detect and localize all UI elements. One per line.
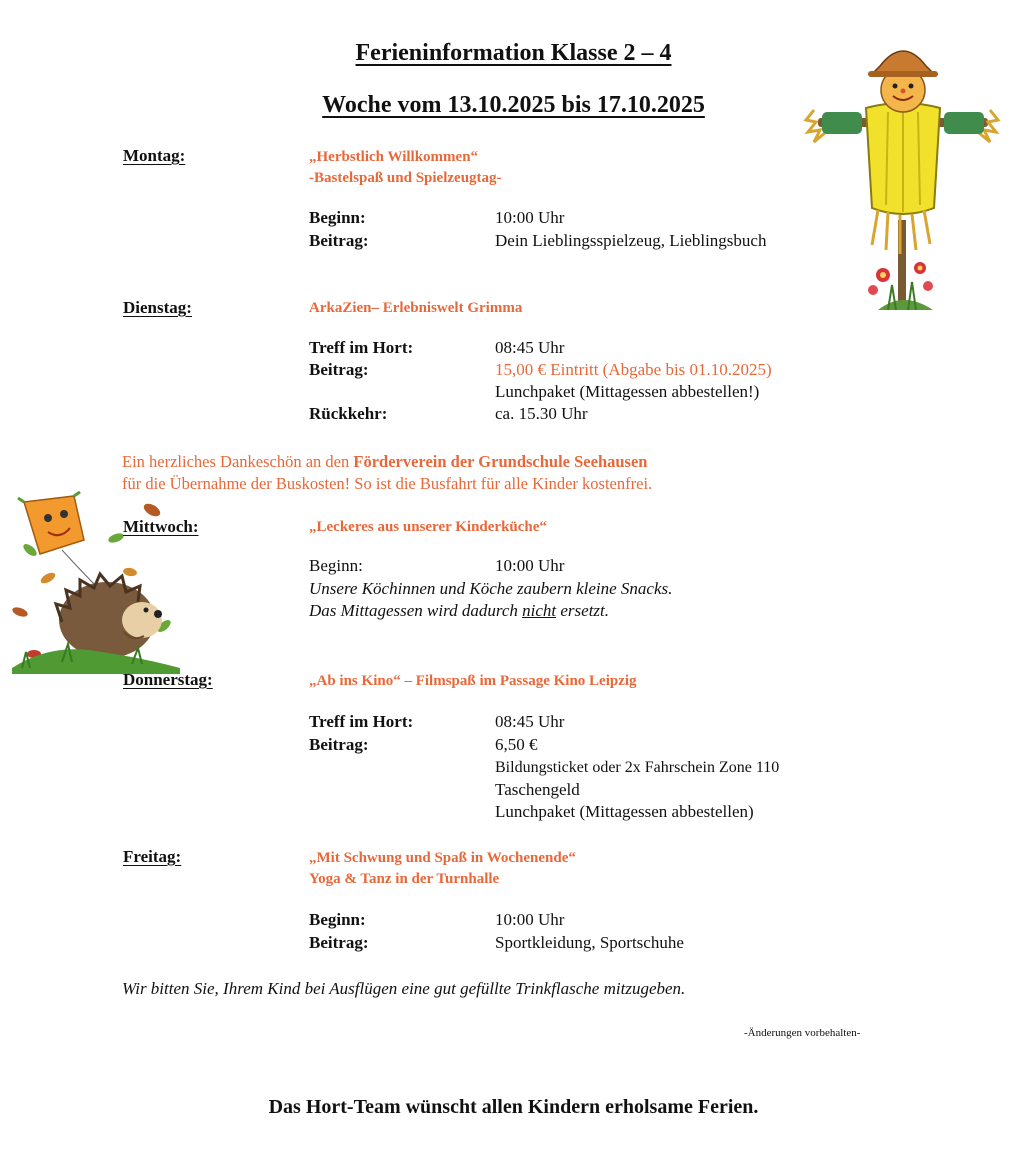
- thursday-fee-value: 6,50 €: [495, 735, 538, 754]
- day-friday: Freitag:: [123, 847, 182, 866]
- wednesday-activity-title: „Leckeres aus unserer Kinderküche“: [309, 519, 547, 535]
- monday-activity-title: „Herbstlich Willkommen“: [309, 149, 479, 165]
- wednesday-note-1: Unsere Köchinnen und Köche zaubern kleine Snacks.: [309, 579, 673, 598]
- emphasis-nicht: nicht: [522, 601, 557, 620]
- wednesday-note-2: Das Mittagessen wird dadurch nicht ersetzt.: [309, 601, 610, 620]
- thursday-meet-value: 08:45 Uhr: [495, 712, 565, 731]
- monday-start-value: 10:00 Uhr: [495, 208, 565, 227]
- thursday-activity-title: „Ab ins Kino“ – Filmspaß im Passage Kino Leipzig: [309, 673, 637, 689]
- tuesday-activity-title: ArkaZien– Erlebniswelt Grimma: [309, 300, 523, 316]
- friday-activity-title: „Mit Schwung und Spaß in Wochenende“: [309, 850, 576, 866]
- friday-fee-label: Beitrag:: [309, 933, 369, 952]
- page-title: Ferieninformation Klasse 2 – 4: [355, 40, 672, 66]
- thanks-line-2: für die Übernahme der Buskosten! So ist die Busfahrt für alle Kinder kostenfrei.: [122, 474, 653, 493]
- thursday-fee-extra-2: Taschengeld: [495, 780, 580, 799]
- wednesday-start-value: 10:00 Uhr: [495, 556, 565, 575]
- tuesday-meet-value: 08:45 Uhr: [495, 338, 565, 357]
- friday-activity-subtitle: Yoga & Tanz in der Turnhalle: [309, 871, 500, 887]
- friday-start-label: Beginn:: [309, 910, 366, 929]
- thursday-meet-label: Treff im Hort:: [309, 712, 414, 731]
- scarecrow-illustration: [808, 40, 998, 320]
- sponsor-name: Förderverein der Grundschule Seehausen: [353, 452, 648, 471]
- wednesday-start-label: Beginn:: [309, 556, 363, 575]
- tuesday-fee-label: Beitrag:: [309, 360, 369, 379]
- tuesday-return-label: Rückkehr:: [309, 404, 388, 423]
- friday-fee-value: Sportkleidung, Sportschuhe: [495, 933, 684, 952]
- changes-reserved: -Änderungen vorbehalten-: [744, 1027, 861, 1039]
- friday-start-value: 10:00 Uhr: [495, 910, 565, 929]
- day-wednesday: Mittwoch:: [123, 517, 199, 536]
- thanks-line-1: Ein herzliches Dankeschön an den Förderverein der Grundschule Seehausen: [122, 452, 648, 471]
- monday-fee-value: Dein Lieblingsspielzeug, Lieblingsbuch: [495, 231, 767, 250]
- week-range: Woche vom 13.10.2025 bis 17.10.2025: [322, 92, 705, 118]
- thursday-fee-extra-3: Lunchpaket (Mittagessen abbestellen): [495, 802, 754, 821]
- thursday-fee-label: Beitrag:: [309, 735, 369, 754]
- water-bottle-note: Wir bitten Sie, Ihrem Kind bei Ausflügen eine gut gefüllte Trinkflasche mitzugeben.: [122, 979, 686, 998]
- day-monday: Montag:: [123, 146, 186, 165]
- thursday-fee-extra-1: Bildungsticket oder 2x Fahrschein Zone 110: [495, 759, 780, 776]
- tuesday-return-value: ca. 15.30 Uhr: [495, 404, 588, 423]
- monday-activity-subtitle: -Bastelspaß und Spielzeugtag-: [309, 170, 502, 186]
- monday-start-label: Beginn:: [309, 208, 366, 227]
- thanks-note: [122, 451, 902, 495]
- monday-fee-label: Beitrag:: [309, 231, 369, 250]
- day-tuesday: Dienstag:: [123, 298, 192, 317]
- day-thursday: Donnerstag:: [123, 670, 213, 689]
- tuesday-meet-label: Treff im Hort:: [309, 338, 414, 357]
- closing-message: Das Hort-Team wünscht allen Kindern erholsame Ferien.: [268, 1096, 759, 1118]
- tuesday-fee-extra: Lunchpaket (Mittagessen abbestellen!): [495, 382, 760, 401]
- tuesday-fee-value: 15,00 € Eintritt (Abgabe bis 01.10.2025): [495, 360, 772, 379]
